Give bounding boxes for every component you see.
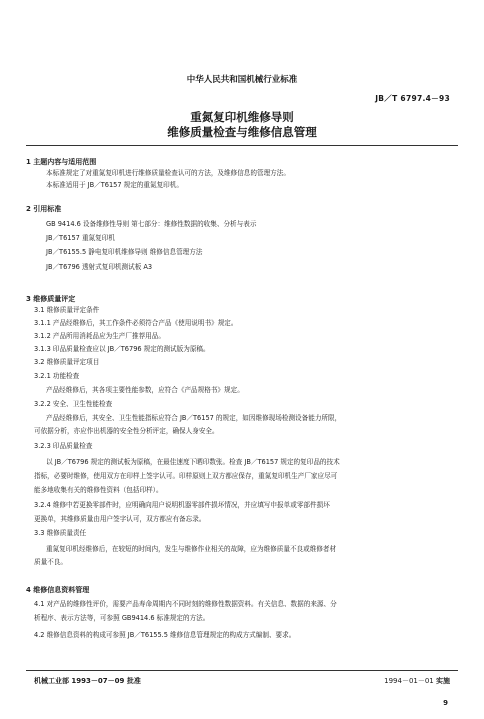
- document-subtitle: 维修质量检查与维修信息管理: [167, 125, 317, 139]
- page-number: 9: [443, 699, 448, 707]
- section-heading: 3 维修质量评定: [26, 295, 76, 303]
- body-text-line: 4.2 维修信息资料的构成可参照 JB／T6155.5 维修信息管理规定的构成方式编制、要求。: [34, 631, 296, 639]
- body-text-line: JB／T6796 透射式复印机测试板 A3: [46, 263, 153, 271]
- body-text-line: 产品经维修后，其安全、卫生性能指标应符合 JB／T6157 的规定，如因维修现场检测设备能力所限，: [46, 414, 342, 422]
- body-text-line: 可依据分析，亦应作出机器的安全性分析评定，确保人身安全。: [34, 427, 219, 435]
- document-title: 重氮复印机维修导则: [190, 110, 294, 124]
- body-text-line: 析程序、表示方法等，可参照 GB9414.6 标准规定的方法。: [34, 614, 210, 622]
- body-text-line: 指标，必要时维修，使用双方在印样上签字认可。印样原则上双方都应保存，重氮复印机生产厂家应尽可: [34, 472, 338, 480]
- implementation-date: 1994－01－01: [384, 677, 434, 685]
- body-text-line: 3.2 维修质量评定项目: [34, 358, 100, 366]
- body-text-line: 3.3 维修质量责任: [34, 529, 87, 537]
- body-text-line: 3.1.3 印品质量检查应以 JB／T6796 规定的测试版为原稿。: [34, 345, 210, 353]
- body-text-line: 重氮复印机经维修后，在较短的时间内，发生与维修作业相关的故障，应为维修质量不良或维修者材: [46, 545, 337, 553]
- body-text-line: 3.2.4 维修中若更换零部件时，应明确向用户说明机器零部件损坏情况，并应填写申报单或零部件损坏: [34, 501, 330, 509]
- body-text-line: 本标准适用于 JB／T6157 规定的重氮复印机。: [46, 181, 183, 189]
- standard-number: JB／T 6797.4－93: [375, 94, 450, 103]
- body-text-line: 3.1 维修质量评定条件: [34, 306, 100, 314]
- implementation-note: [384, 676, 450, 686]
- implementation-label: 实施: [436, 677, 450, 685]
- body-text-line: 本标准规定了对重氮复印机进行维修质量检查认可的方法，及维修信息的管理方法。: [46, 169, 290, 177]
- body-text-line: 能多地收集有关的维修性资料（包括印样）。: [34, 486, 163, 494]
- body-text-line: GB 9414.6 设备维修性导则 第七部分：维修性数据的收集、分析与表示: [46, 220, 257, 228]
- body-text-line: 3.1.2 产品所用消耗品应为生产厂推荐用品。: [34, 332, 165, 340]
- body-text-line: JB／T6155.5 静电复印机维修导则 维修信息管理方法: [46, 248, 203, 256]
- section-heading: 1 主题内容与适用范围: [26, 158, 97, 166]
- section-heading: 4 维修信息资料管理: [26, 586, 90, 594]
- body-text-line: 3.2.2 安全、卫生性能检查: [34, 400, 113, 408]
- approval-note: 机械工业部 1993－07－09 批准: [34, 677, 141, 685]
- section-heading: 2 引用标准: [26, 205, 62, 213]
- body-text-line: 质量不良。: [34, 558, 67, 566]
- body-text-line: 3.2.3 印品质量检查: [34, 442, 93, 450]
- body-text-line: 3.2.1 功能检查: [34, 372, 80, 380]
- header-divider: [26, 145, 458, 146]
- body-text-line: 3.1.1 产品经维修后，其工作条件必须符合产品《使用说明书》规定。: [34, 319, 238, 327]
- body-text-line: 4.1 对产品的维修性评价，需要产品寿命周期内不同时刻的维修性数据资料。有关信息、数据的来源、分: [34, 600, 337, 608]
- body-text-line: 更换单，其维修质量由用户签字认可，双方都应有备忘录。: [34, 515, 206, 523]
- footer-divider: [26, 670, 458, 671]
- body-text-line: 以 JB／T6796 规定的测试板为原稿，在最佳速度下晒印数张。检查 JB／T6157 规定的复印品的技术: [46, 458, 340, 466]
- body-text-line: 产品经维修后，其各项主要性能参数，应符合《产品规格书》规定。: [46, 386, 244, 394]
- issuing-organization: 中华人民共和国机械行业标准: [186, 75, 298, 85]
- body-text-line: JB／T6157 重氮复印机: [46, 234, 115, 242]
